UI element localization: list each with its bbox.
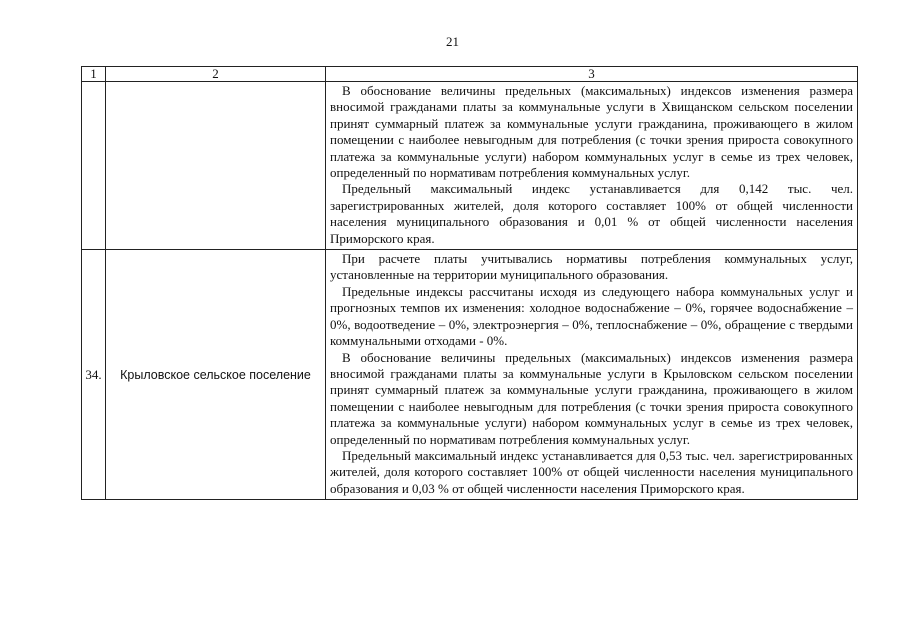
municipality-name-cell [106, 82, 326, 250]
table-row [82, 82, 858, 250]
description-paragraph: В обоснование величины предельных (максимальных) индексов изменения размера вносимой гражданами платы за коммунальные услуги в Крыловском сельском поселении принят суммарный платеж за коммунальные услуги гражданина, проживающего в жилом помещении с наиболее невыгодным для потребления (с точки зрения прироста совокупного платежа за коммунальные услуги) набором коммунальных услуг в семье из трех человек, определенный по нормативам потребления коммунальных услуг. [330, 349, 853, 447]
description-paragraph: Предельные индексы рассчитаны исходя из следующего набора коммунальных услуг и прогнозных темпов их изменения: холодное водоснабжение – 0%, горячее водоснабжение – 0%, водоотведение – 0%, электроэнергия – 0%, теплоснабжение – 0%, обращение с твердыми коммунальными отходами - 0%. [330, 283, 853, 349]
description-paragraph: В обоснование величины предельных (максимальных) индексов изменения размера вносимой гражданами платы за коммунальные услуги в Хвищанском сельском поселении принят суммарный платеж за коммунальные услуги гражданина, проживающего в жилом помещении с наиболее невыгодным для потребления (с точки зрения прироста совокупного платежа за коммунальные услуги) набором коммунальных услуг в семье из трех человек, определенный по нормативам потребления коммунальных услуг. [330, 83, 853, 181]
municipality-name-cell: Крыловское сельское поселение [106, 250, 326, 500]
column-header-2: 2 [106, 67, 326, 82]
column-header-1: 1 [82, 67, 106, 82]
description-cell [326, 250, 858, 500]
column-header-3: 3 [326, 67, 858, 82]
description-paragraph: Предельный максимальный индекс устанавливается для 0,142 тыс. чел. зарегистрированных жителей, доля которого составляет 100% от общей численности населения муниципального образования и 0,01 % от общей численности населения Приморского края. [330, 181, 853, 246]
page-number: 21 [446, 34, 459, 49]
document-table [81, 66, 858, 500]
description-paragraph: При расчете платы учитывались нормативы потребления коммунальных услуг, установленные на территории муниципального образования. [330, 251, 853, 283]
table-header-row [82, 67, 858, 82]
row-number-cell [82, 82, 106, 250]
description-cell [326, 82, 858, 250]
table-row [82, 250, 858, 500]
description-paragraph: Предельный максимальный индекс устанавливается для 0,53 тыс. чел. зарегистрированных жителей, доля которого составляет 100% от общей численности населения муниципального образования и 0,03 % от общей численности населения Приморского края. [330, 447, 853, 496]
row-number-cell: 34. [82, 250, 106, 500]
